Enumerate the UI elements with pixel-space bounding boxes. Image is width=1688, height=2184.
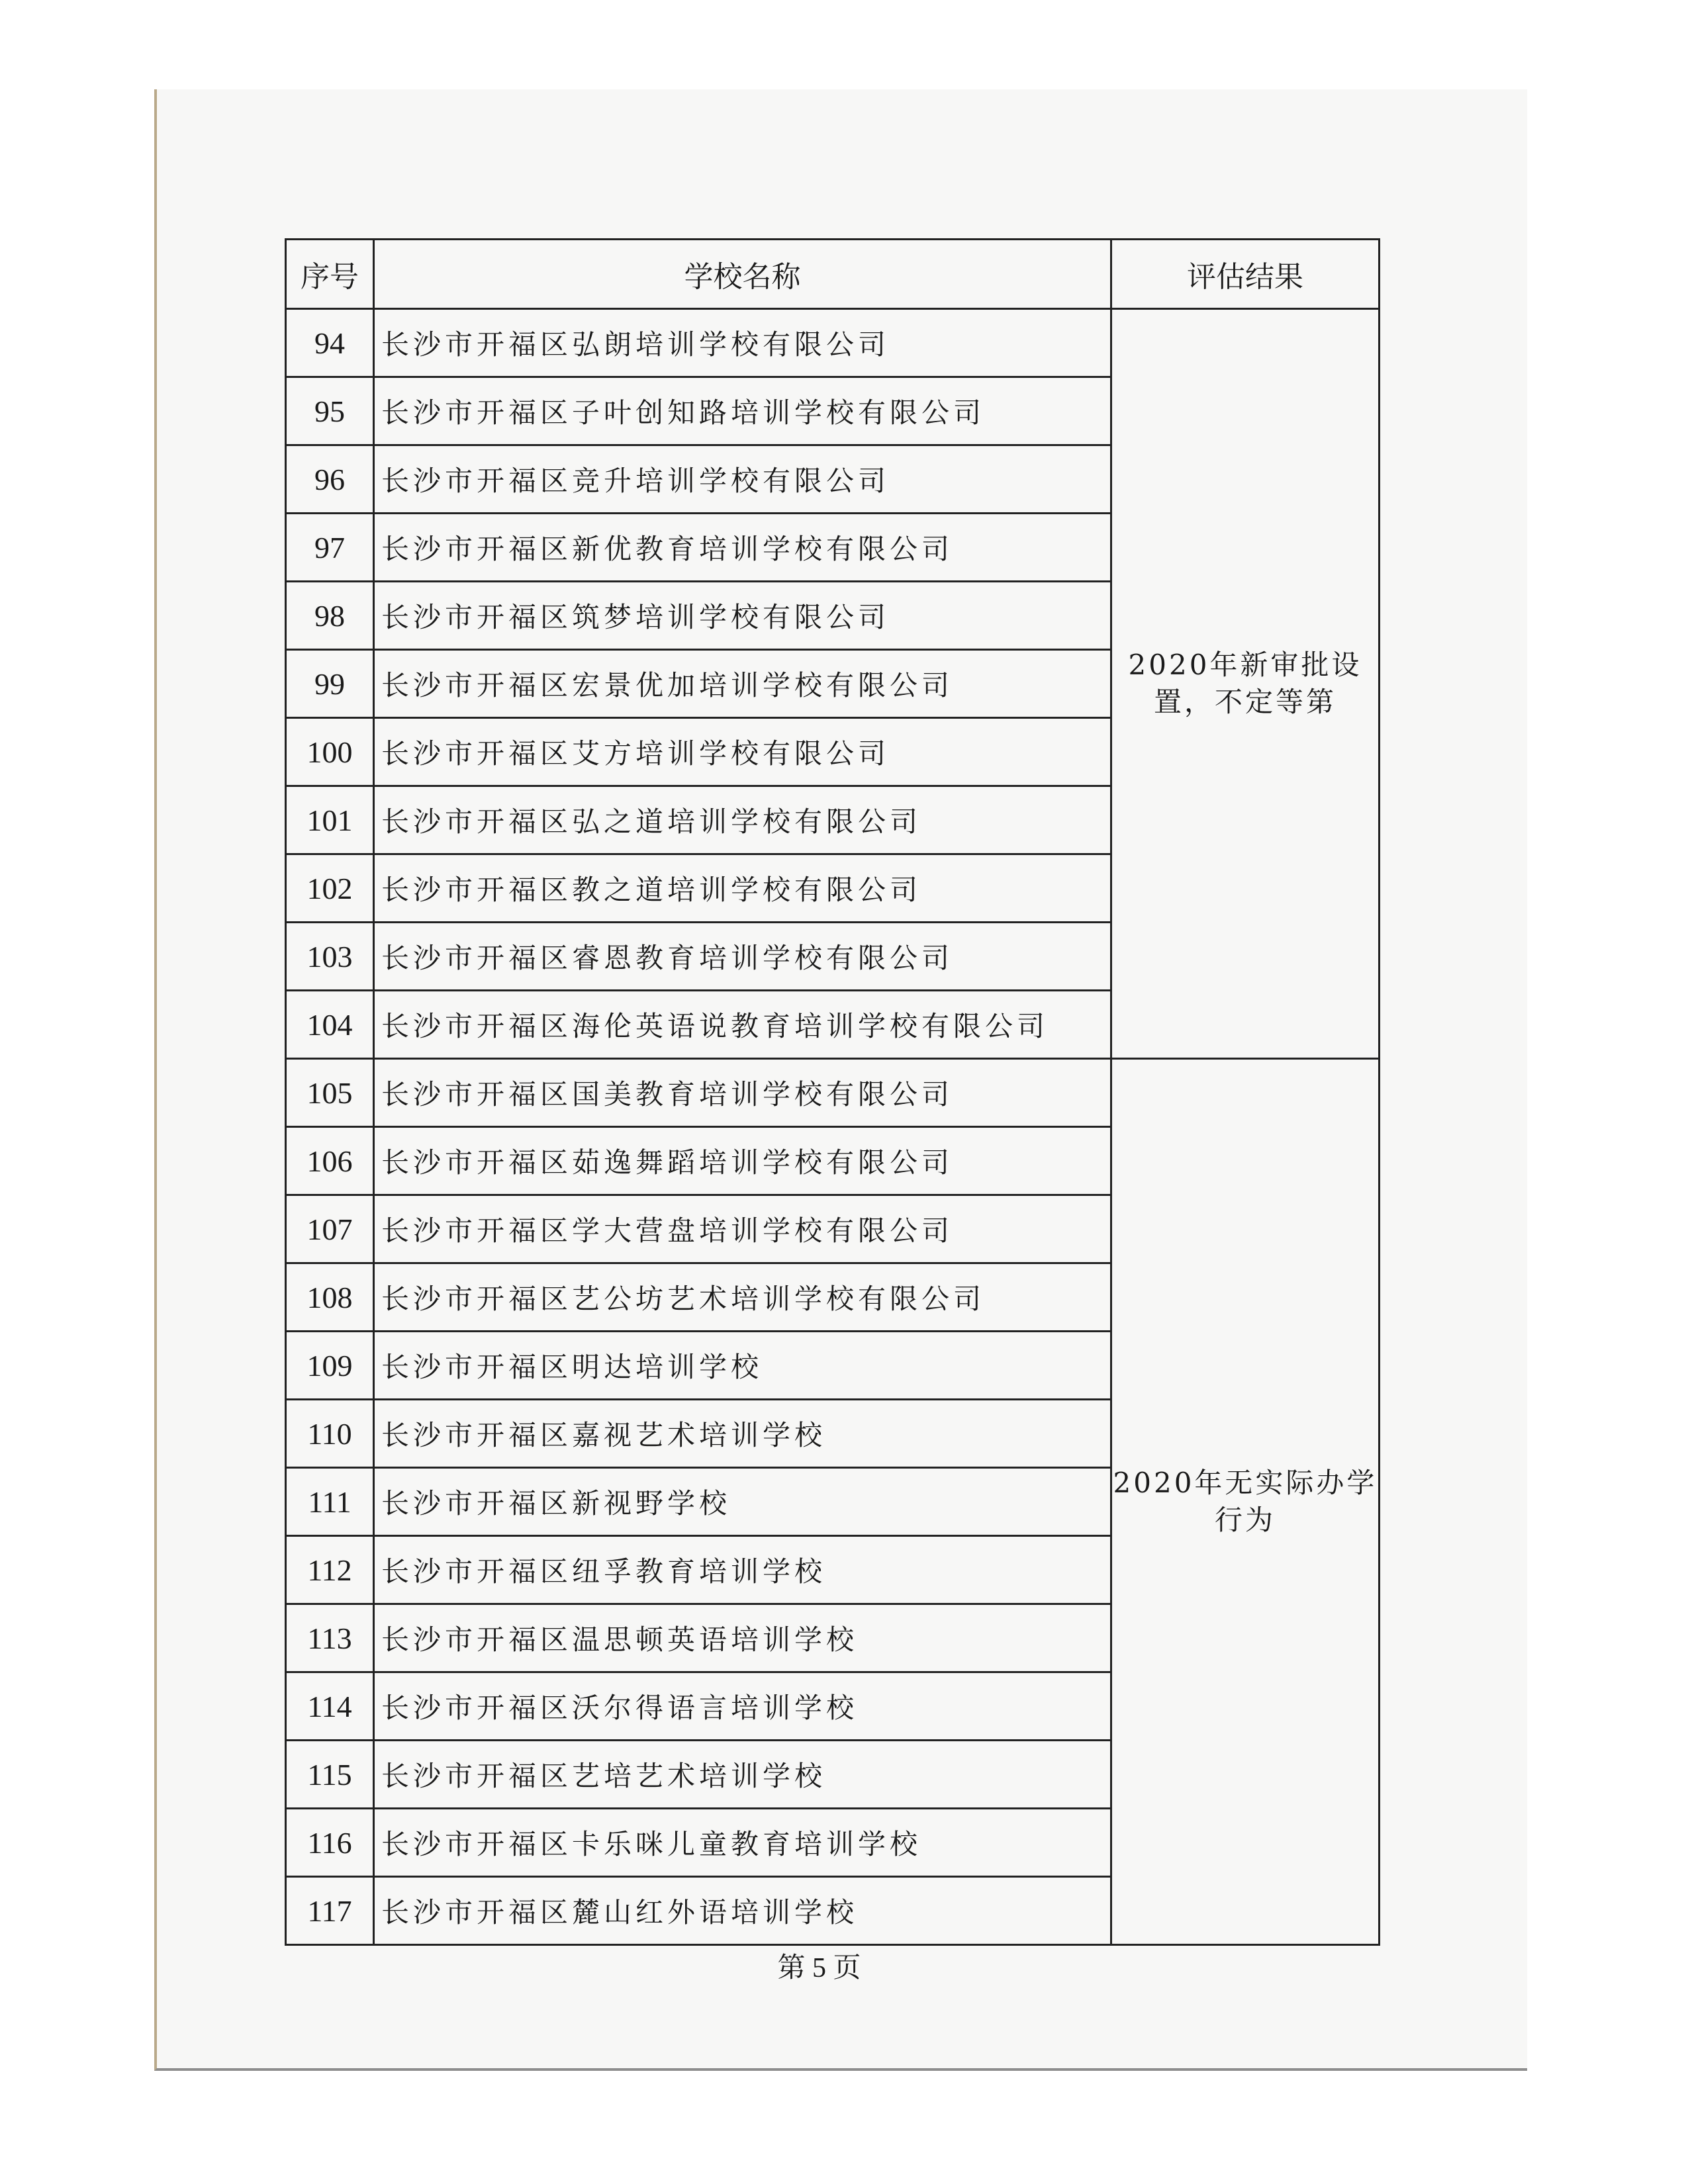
school-name: 长沙市开福区嘉视艺术培训学校 (374, 1400, 1111, 1468)
school-name: 长沙市开福区艺培艺术培训学校 (374, 1741, 1111, 1809)
row-number: 114 (286, 1672, 374, 1741)
school-name: 长沙市开福区沃尔得语言培训学校 (374, 1672, 1111, 1741)
table-row (286, 1059, 1380, 1127)
row-number: 104 (286, 991, 374, 1059)
row-number: 108 (286, 1263, 374, 1332)
school-name: 长沙市开福区弘朗培训学校有限公司 (374, 309, 1111, 377)
school-name: 长沙市开福区弘之道培训学校有限公司 (374, 786, 1111, 854)
row-number: 105 (286, 1059, 374, 1127)
header-school-name: 学校名称 (374, 240, 1111, 309)
school-name: 长沙市开福区艾方培训学校有限公司 (374, 718, 1111, 786)
row-number: 100 (286, 718, 374, 786)
row-number: 106 (286, 1127, 374, 1195)
school-name: 长沙市开福区明达培训学校 (374, 1332, 1111, 1400)
school-name: 长沙市开福区海伦英语说教育培训学校有限公司 (374, 991, 1111, 1059)
row-number: 98 (286, 582, 374, 650)
row-number: 115 (286, 1741, 374, 1809)
page-number: 第 5 页 (777, 1953, 861, 1983)
school-name: 长沙市开福区宏景优加培训学校有限公司 (374, 650, 1111, 718)
row-number: 107 (286, 1195, 374, 1263)
row-number: 99 (286, 650, 374, 718)
row-number: 116 (286, 1809, 374, 1877)
row-number: 94 (286, 309, 374, 377)
row-number: 96 (286, 445, 374, 514)
table-body (286, 309, 1380, 1945)
header-number: 序号 (286, 240, 374, 309)
school-name: 长沙市开福区茹逸舞蹈培训学校有限公司 (374, 1127, 1111, 1195)
row-number: 95 (286, 377, 374, 445)
header-result: 评估结果 (1111, 240, 1380, 309)
row-number: 117 (286, 1877, 374, 1945)
row-number: 111 (286, 1468, 374, 1536)
school-name: 长沙市开福区国美教育培训学校有限公司 (374, 1059, 1111, 1127)
school-name: 长沙市开福区睿恩教育培训学校有限公司 (374, 923, 1111, 991)
school-name: 长沙市开福区学大营盘培训学校有限公司 (374, 1195, 1111, 1263)
school-name: 长沙市开福区子叶创知路培训学校有限公司 (374, 377, 1111, 445)
row-number: 103 (286, 923, 374, 991)
school-name: 长沙市开福区教之道培训学校有限公司 (374, 854, 1111, 923)
school-name: 长沙市开福区竞升培训学校有限公司 (374, 445, 1111, 514)
school-name: 长沙市开福区新优教育培训学校有限公司 (374, 514, 1111, 582)
school-name: 长沙市开福区温思顿英语培训学校 (374, 1604, 1111, 1672)
school-name: 长沙市开福区麓山红外语培训学校 (374, 1877, 1111, 1945)
school-name: 长沙市开福区卡乐咪儿童教育培训学校 (374, 1809, 1111, 1877)
row-number: 101 (286, 786, 374, 854)
evaluation-result: 2020年新审批设置，不定等第 (1111, 309, 1380, 1059)
school-name: 长沙市开福区纽孚教育培训学校 (374, 1536, 1111, 1604)
school-name: 长沙市开福区筑梦培训学校有限公司 (374, 582, 1111, 650)
evaluation-result: 2020年无实际办学行为 (1111, 1059, 1380, 1945)
row-number: 102 (286, 854, 374, 923)
row-number: 113 (286, 1604, 374, 1672)
row-number: 110 (286, 1400, 374, 1468)
school-name: 长沙市开福区新视野学校 (374, 1468, 1111, 1536)
table-row (286, 309, 1380, 377)
row-number: 109 (286, 1332, 374, 1400)
row-number: 97 (286, 514, 374, 582)
school-name: 长沙市开福区艺公坊艺术培训学校有限公司 (374, 1263, 1111, 1332)
table-header-row (286, 240, 1380, 309)
school-evaluation-table (285, 238, 1380, 1946)
row-number: 112 (286, 1536, 374, 1604)
